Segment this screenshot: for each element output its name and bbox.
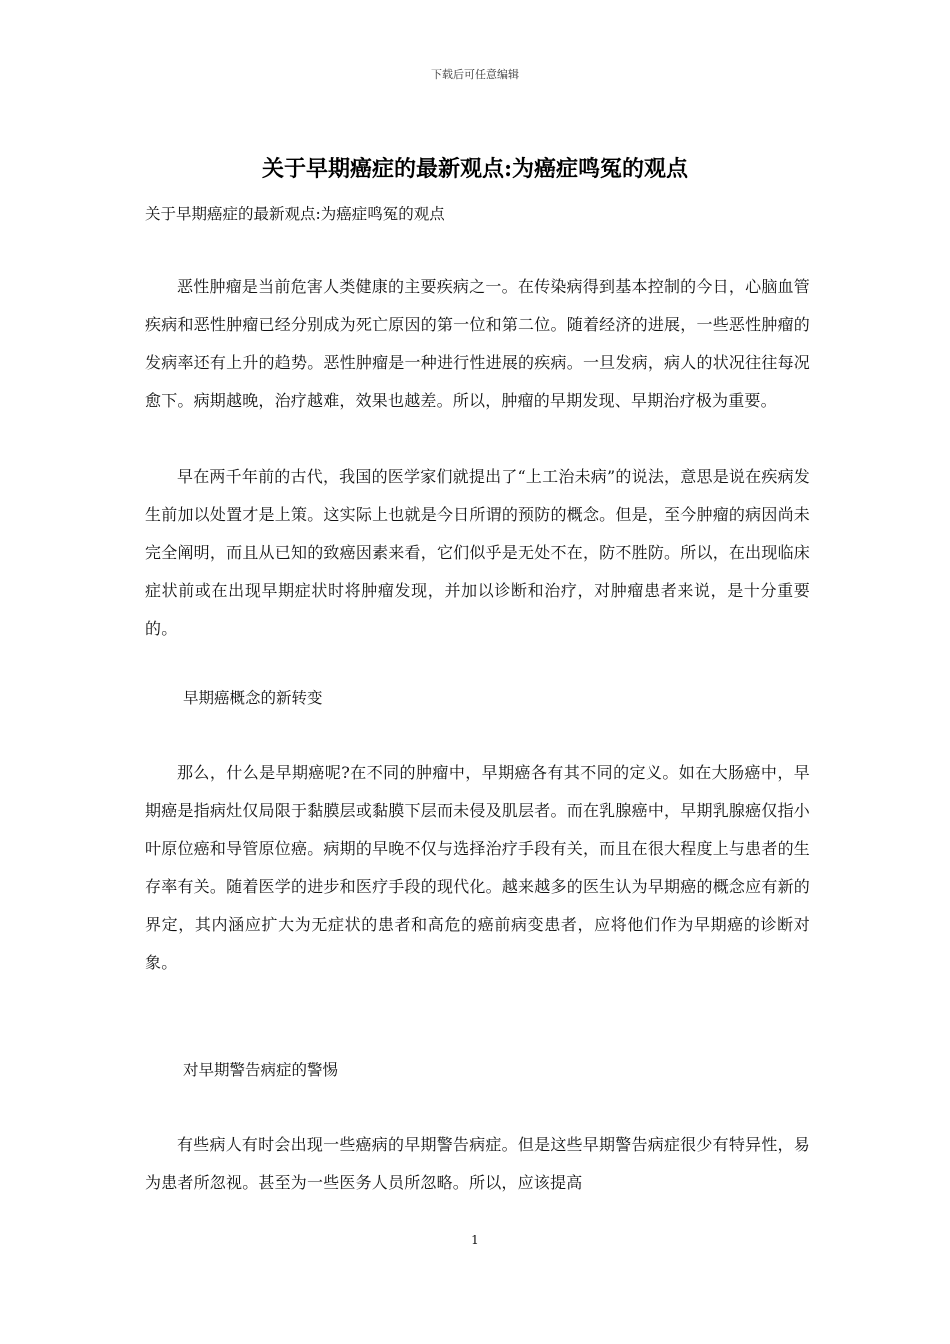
paragraph-intro: 恶性肿瘤是当前危害人类健康的主要疾病之一。在传染病得到基本控制的今日，心脑血管疾病和恶性肿瘤已经分别成为死亡原因的第一位和第二位。随着经济的进展，一些恶性肿瘤的发病率还有上升的趋势。恶性肿瘤是一种进行性进展的疾病。一旦发病，病人的状况往往每况愈下。病期越晚，治疗越难，效果也越差。所以，肿瘤的早期发现、早期治疗极为重要。: [145, 277, 810, 410]
document-title: 关于早期癌症的最新观点:为癌症鸣冤的观点: [261, 156, 689, 182]
paragraph-warning-signs: 有些病人有时会出现一些癌病的早期警告病症。但是这些早期警告病症很少有特异性，易为患者所忽视。甚至为一些医务人员所忽略。所以，应该提高: [145, 1135, 810, 1192]
paragraph-history: 早在两千年前的古代，我国的医学家们就提出了“上工治未病”的说法，意思是说在疾病发生前加以处置才是上策。这实际上也就是今日所谓的预防的概念。但是，至今肿瘤的病因尚未完全阐明，而且从已知的致癌因素来看，它们似乎是无处不在，防不胜防。所以，在出现临床症状前或在出现早期症状时将肿瘤发现，并加以诊断和治疗，对肿瘤患者来说，是十分重要的。: [145, 467, 810, 638]
page-number: 1: [471, 1233, 479, 1247]
section-heading-concept: 早期癌概念的新转变: [183, 689, 323, 707]
section-heading-warning: 对早期警告病症的警惕: [183, 1061, 339, 1079]
document-subtitle: 关于早期癌症的最新观点:为癌症鸣冤的观点: [145, 205, 445, 223]
page-header-note: 下载后可任意编辑: [431, 68, 519, 81]
paragraph-early-cancer-definition: 那么，什么是早期癌呢?在不同的肿瘤中，早期癌各有其不同的定义。如在大肠癌中，早期癌是指病灶仅局限于黏膜层或黏膜下层而未侵及肌层者。而在乳腺癌中，早期乳腺癌仅指小叶原位癌和导管原位癌。病期的早晚不仅与选择治疗手段有关，而且在很大程度上与患者的生存率有关。随着医学的进步和医疗手段的现代化。越来越多的医生认为早期癌的概念应有新的界定，其内涵应扩大为无症状的患者和高危的癌前病变患者，应将他们作为早期癌的诊断对象。: [145, 763, 810, 972]
